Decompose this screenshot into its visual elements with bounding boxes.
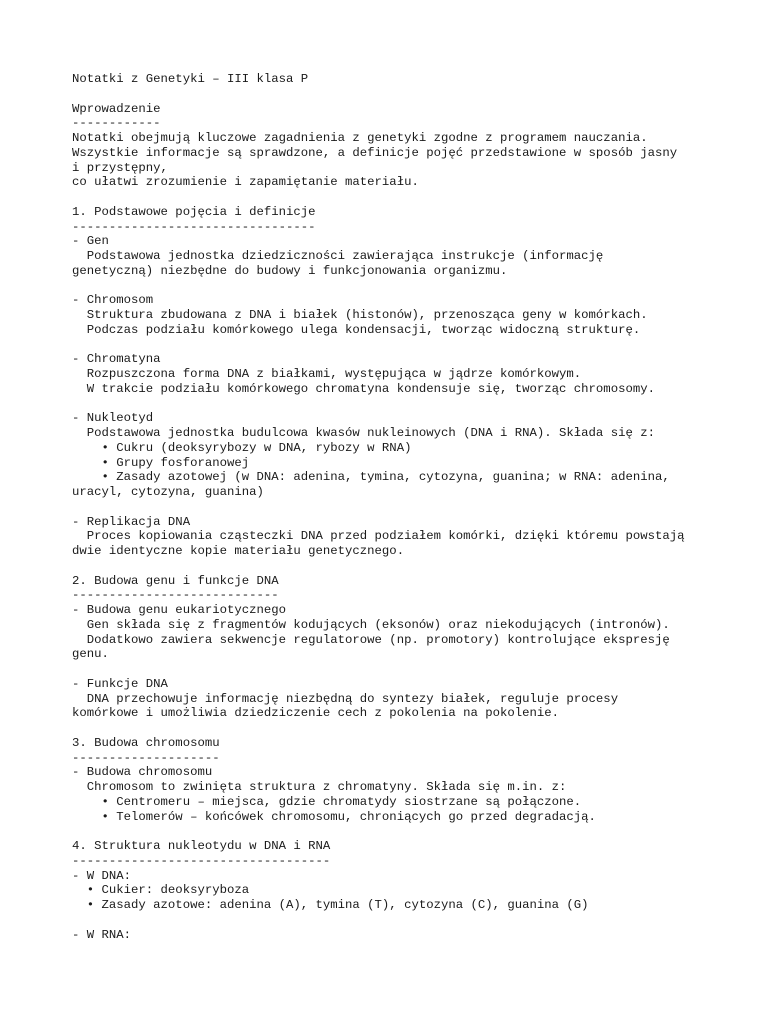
document-line: Rozpuszczona forma DNA z białkami, występująca w jądrze komórkowym. xyxy=(72,367,582,381)
document-line: • Cukier: deoksyryboza xyxy=(72,883,250,898)
document-line: - Budowa chromosomu xyxy=(72,765,213,780)
document-line: - Budowa genu eukariotycznego xyxy=(72,603,287,617)
document-line xyxy=(72,721,712,736)
document-line: Podstawowa jednostka budulcowa kwasów nukleinowych (DNA i RNA). Składa się z: xyxy=(72,426,655,440)
document-line: - Gen xyxy=(72,234,109,249)
document-line: genu. xyxy=(72,647,109,662)
document-line: - Nukleotyd xyxy=(72,411,154,426)
document-line xyxy=(72,397,712,412)
document-line: --------------------------------- xyxy=(72,219,316,234)
document-line: • Zasady azotowe: adenina (A), tymina (T), cytozyna (C), guanina (G) xyxy=(72,898,589,912)
document-line: • Grupy fosforanowej xyxy=(72,455,250,470)
document-line: -------------------- xyxy=(72,750,220,765)
document-line: 2. Budowa genu i funkcje DNA xyxy=(72,573,279,588)
document-line: - Funkcje DNA xyxy=(72,676,168,691)
document-line xyxy=(72,662,712,677)
document-line: komórkowe i umożliwia dziedziczenie cech z pokolenia na pokolenie. xyxy=(72,706,560,721)
document-line: Gen składa się z fragmentów kodujących (eksonów) oraz niekodujących (intronów). xyxy=(72,617,670,632)
document-line: • Telomerów – końcówek chromosomu, chroniących go przed degradacją. xyxy=(72,809,596,824)
document-line: Notatki z Genetyki – III klasa P xyxy=(72,72,309,86)
document-line xyxy=(72,279,712,294)
document-line: Chromosom to zwinięta struktura z chromatyny. Składa się m.in. z: xyxy=(72,780,567,794)
document-line: 4. Struktura nukleotydu w DNA i RNA xyxy=(72,839,331,853)
document-line: Wszystkie informacje są sprawdzone, a definicje pojęć przedstawione w sposób jasny xyxy=(72,145,678,160)
document-line: 3. Budowa chromosomu xyxy=(72,735,220,750)
document-line: ----------------------------------- xyxy=(72,853,331,868)
document-line xyxy=(72,190,712,205)
document-line: Wprowadzenie xyxy=(72,101,161,116)
document-line: - Chromatyna xyxy=(72,352,161,367)
document-line: - Chromosom xyxy=(72,293,154,308)
document-line: dwie identyczne kopie materiału genetycznego. xyxy=(72,544,405,558)
document-line: i przystępny, xyxy=(72,160,168,175)
document-line: Notatki obejmują kluczowe zagadnienia z genetyki zgodne z programem nauczania. xyxy=(72,131,648,145)
document-line: W trakcie podziału komórkowego chromatyna kondensuje się, tworząc chromosomy. xyxy=(72,381,655,396)
document-page xyxy=(72,72,712,942)
document-line: ------------ xyxy=(72,116,161,131)
document-line: Proces kopiowania cząsteczki DNA przed podziałem komórki, dzięki któremu powstają xyxy=(72,529,685,544)
document-line xyxy=(72,87,712,102)
document-line: • Zasady azotowej (w DNA: adenina, tymina, cytozyna, guanina; w RNA: adenina, xyxy=(72,470,670,485)
document-line xyxy=(72,500,712,515)
document-line: Podczas podziału komórkowego ulega kondensacji, tworząc widoczną strukturę. xyxy=(72,322,641,337)
document-line: Podstawowa jednostka dziedziczności zawierająca instrukcje (informację xyxy=(72,249,604,263)
document-line xyxy=(72,338,712,353)
document-line: DNA przechowuje informację niezbędną do syntezy białek, reguluje procesy xyxy=(72,691,619,706)
document-line: - W DNA: xyxy=(72,868,132,883)
document-line: Struktura zbudowana z DNA i białek (histonów), przenosząca geny w komórkach. xyxy=(72,308,648,322)
document-line: - Replikacja DNA xyxy=(72,514,191,529)
document-line xyxy=(72,824,712,839)
document-line: uracyl, cytozyna, guanina) xyxy=(72,485,264,499)
document-line: genetyczną) niezbędne do budowy i funkcjonowania organizmu. xyxy=(72,263,508,278)
document-line: • Centromeru – miejsca, gdzie chromatydy siostrzane są połączone. xyxy=(72,794,582,809)
document-line xyxy=(72,559,712,574)
document-line: Dodatkowo zawiera sekwencje regulatorowe (np. promotory) kontrolujące ekspresję xyxy=(72,632,670,647)
document-line: ---------------------------- xyxy=(72,588,279,603)
document-line: - W RNA: xyxy=(72,927,132,942)
document-line: • Cukru (deoksyrybozy w DNA, rybozy w RNA) xyxy=(72,440,412,455)
document-line: co ułatwi zrozumienie i zapamiętanie materiału. xyxy=(72,175,419,190)
document-line xyxy=(72,913,712,928)
document-line: 1. Podstawowe pojęcia i definicje xyxy=(72,204,316,219)
